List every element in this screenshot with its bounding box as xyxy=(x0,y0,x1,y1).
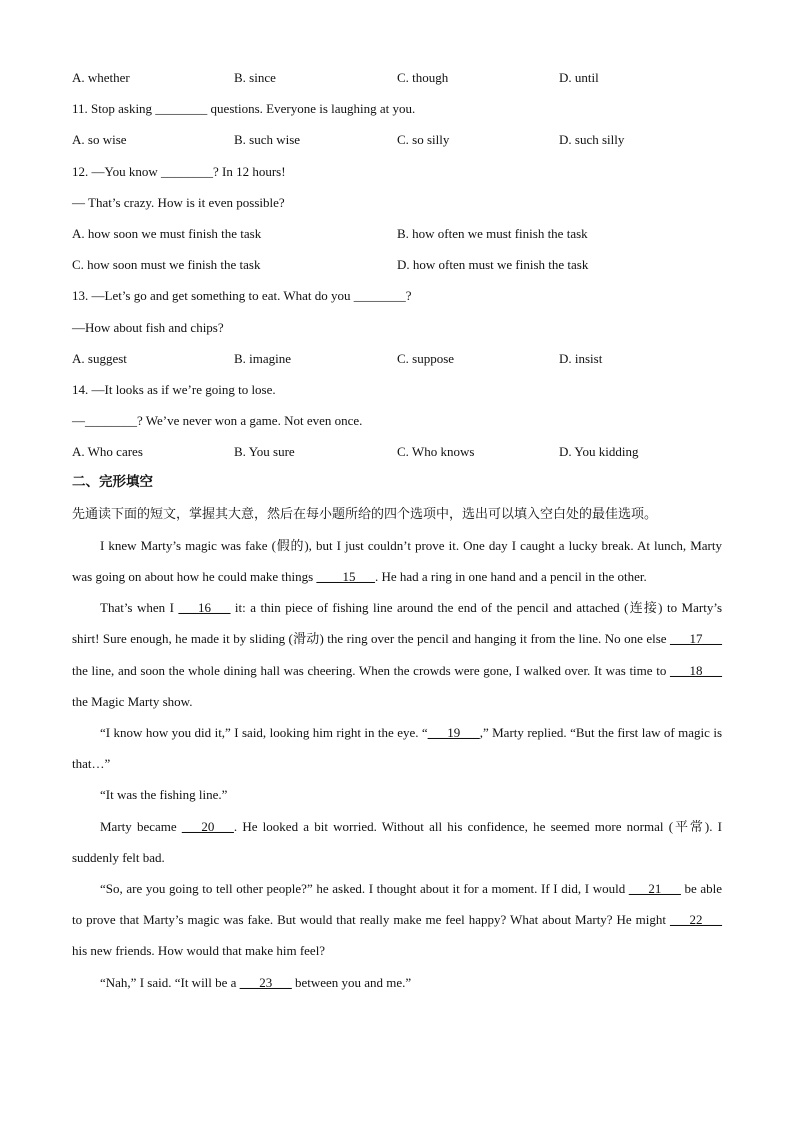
passage-text: be able to prove that Marty’s magic was fake. But would that really make me feel happy? What about Marty? He might xyxy=(72,881,722,928)
blank-21[interactable]: ___21___ xyxy=(628,881,681,897)
q14-option-a[interactable]: A. Who cares xyxy=(72,444,143,460)
passage-paragraph-2 xyxy=(72,592,722,717)
section-title: 二、完形填空 xyxy=(72,474,153,491)
q12-options-row1 xyxy=(72,218,722,249)
q13-option-a[interactable]: A. suggest xyxy=(72,350,127,366)
q13-option-b[interactable]: B. imagine xyxy=(234,350,292,366)
q12-stem: 12. —You know ________? In 12 hours! xyxy=(72,163,286,179)
q10-option-b[interactable]: B. since xyxy=(234,70,276,85)
q13-option-d[interactable]: D. insist xyxy=(559,350,603,366)
q11-stem: 11. Stop asking ________ questions. Everyone is laughing at you. xyxy=(72,101,416,117)
passage-text: That’s when I xyxy=(100,600,179,616)
q14-reply: —________? We’ve never won a game. Not even once. xyxy=(72,413,363,429)
passage-paragraph-6 xyxy=(72,873,722,967)
q10-options xyxy=(72,62,722,93)
q11-option-d[interactable]: D. such silly xyxy=(559,132,625,148)
passage-paragraph-5 xyxy=(72,811,722,873)
q13-reply: —How about fish and chips? xyxy=(72,319,224,335)
q12-option-a[interactable]: A. how soon we must finish the task xyxy=(72,225,262,241)
q11-option-a[interactable]: A. so wise xyxy=(72,132,127,148)
passage-text: ,” Marty replied. “But the first law of magic is that…” xyxy=(72,725,723,772)
passage-paragraph-4: “It was the fishing line.” xyxy=(100,787,228,803)
blank-18[interactable]: ___18___ xyxy=(670,662,722,678)
passage-text: “So, are you going to tell other people?” he asked. I thought about it for a moment. If I did, I would xyxy=(100,881,629,897)
passage-text: it: a thin piece of fishing line around the end of the pencil and attached (连接) to Marty’s shirt! Sure enough, he made it by sliding (滑动) the ring over the pencil and hanging it from the line. No one else xyxy=(72,600,723,647)
passage-text: “Nah,” I said. “It will be a xyxy=(100,974,240,990)
q13-options xyxy=(72,343,722,374)
q11-option-b[interactable]: B. such wise xyxy=(234,132,301,148)
q10-option-c[interactable]: C. though xyxy=(397,70,449,85)
q12-option-c[interactable]: C. how soon must we finish the task xyxy=(72,257,261,273)
blank-16[interactable]: ___16___ xyxy=(178,600,231,616)
passage-text: the line, and soon the whole dining hall was cheering. When the crowds were gone, I walked over. It was time to xyxy=(72,662,670,678)
passage-text: . He had a ring in one hand and a pencil in the other. xyxy=(374,569,647,585)
blank-23[interactable]: ___23___ xyxy=(239,974,292,990)
q13-stem: 13. —Let’s go and get something to eat. What do you ________? xyxy=(72,288,412,304)
passage-paragraph-3 xyxy=(72,717,722,779)
q14-option-b[interactable]: B. You sure xyxy=(234,444,295,460)
blank-22[interactable]: ___22___ xyxy=(670,912,722,928)
passage-text: his new friends. How would that make him feel? xyxy=(72,943,326,959)
passage-text: I knew Marty’s magic was fake (假的), but I just couldn’t prove it. One day I caught a lucky break. At lunch, Marty was going on about how he could make things xyxy=(72,537,722,585)
passage-paragraph-1 xyxy=(72,530,722,592)
q12-options-row2 xyxy=(72,249,722,280)
q13-option-c[interactable]: C. suppose xyxy=(397,350,455,366)
q14-option-d[interactable]: D. You kidding xyxy=(559,444,639,460)
q10-option-a[interactable]: A. whether xyxy=(72,70,130,85)
section-instruction: 先通读下面的短文，掌握其大意，然后在每小题所给的四个选项中，选出可以填入空白处的最佳选项。 xyxy=(72,506,658,522)
blank-20[interactable]: ___20___ xyxy=(181,818,234,834)
passage-text: between you and me.” xyxy=(291,974,412,990)
passage-text: the Magic Marty show. xyxy=(72,693,193,709)
q11-options xyxy=(72,124,722,155)
passage-text: Marty became xyxy=(100,818,182,834)
q10-option-d[interactable]: D. until xyxy=(559,70,599,85)
q14-option-c[interactable]: C. Who knows xyxy=(397,444,475,460)
passage-paragraph-7 xyxy=(72,967,722,998)
q12-option-d[interactable]: D. how often must we finish the task xyxy=(397,257,589,273)
document-page xyxy=(72,62,722,998)
blank-15[interactable]: ____15___ xyxy=(316,569,375,585)
q11-option-c[interactable]: C. so silly xyxy=(397,132,450,148)
passage-text: . He looked a bit worried. Without all his confidence, he seemed more normal (平常). I suddenly felt bad. xyxy=(72,818,722,865)
blank-17[interactable]: ___17___ xyxy=(670,631,722,647)
blank-19[interactable]: ___19___ xyxy=(427,725,480,741)
q14-stem: 14. —It looks as if we’re going to lose. xyxy=(72,381,276,397)
passage-text: “I know how you did it,” I said, looking him right in the eye. “ xyxy=(100,725,428,741)
q14-options xyxy=(72,436,722,467)
q12-reply: — That’s crazy. How is it even possible? xyxy=(72,194,285,210)
q12-option-b[interactable]: B. how often we must finish the task xyxy=(397,225,588,241)
